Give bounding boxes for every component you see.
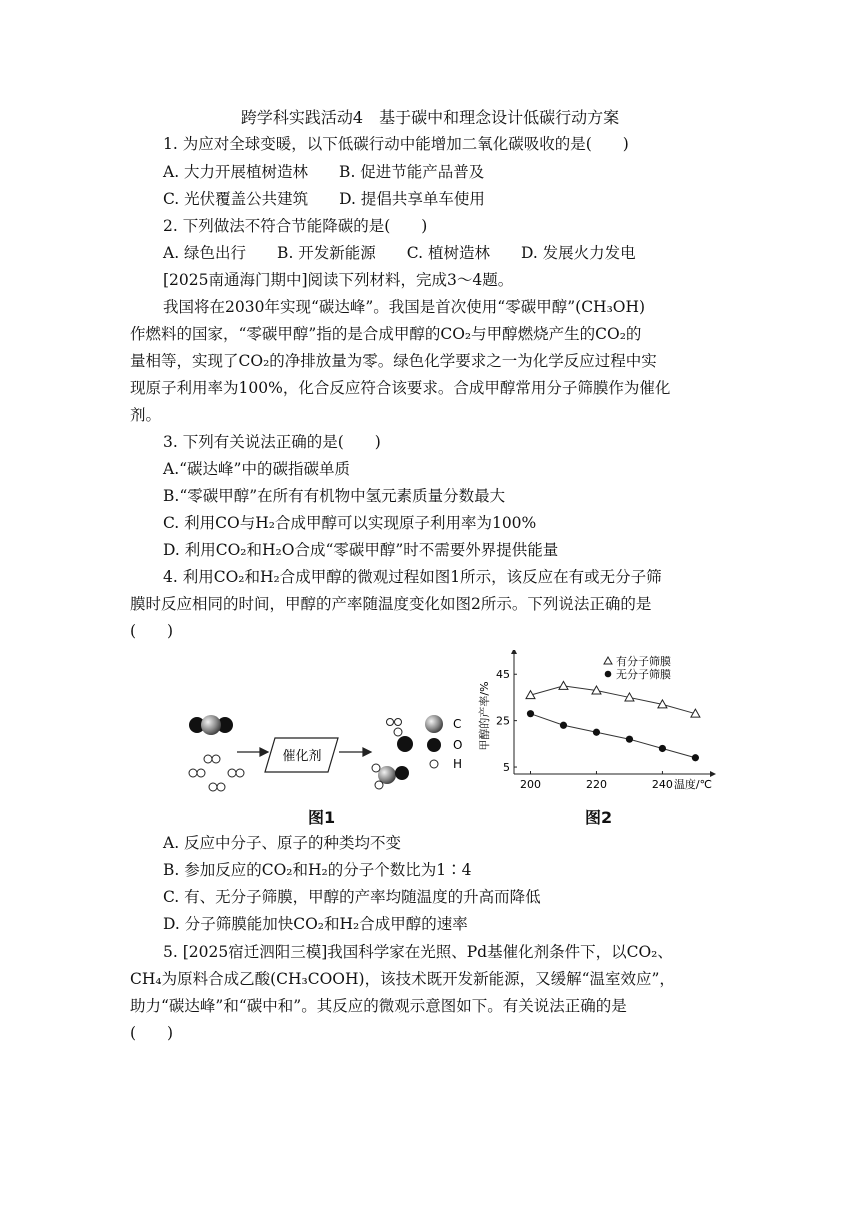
h2-molecules-icon bbox=[189, 755, 244, 791]
co2-molecule-icon bbox=[189, 715, 233, 735]
y-axis-label: 甲醇的产率/% bbox=[478, 681, 491, 751]
series-line-0 bbox=[530, 686, 695, 714]
x-tick-label: 220 bbox=[585, 778, 607, 791]
q2-stem: 2. 下列做法不符合节能降碳的是( ) bbox=[163, 217, 428, 235]
q4-stem-line-1: 4. 利用CO₂和H₂合成甲醇的微观过程如图1所示，该反应在有或无分子筛 bbox=[163, 568, 662, 586]
q5-stem-line-3: 助力“碳达峰”和“碳中和”。其反应的微观示意图如下。有关说法正确的是 bbox=[130, 997, 627, 1015]
x-tick-label: 200 bbox=[519, 778, 541, 791]
carbon-atom-icon bbox=[425, 715, 443, 733]
figure-2-chart bbox=[476, 650, 722, 800]
q2-options: A. 绿色出行 B. 开发新能源 C. 植树造林 D. 发展火力发电 bbox=[163, 244, 636, 262]
q4-option-b: B. 参加反应的CO₂和H₂的分子个数比为1∶4 bbox=[163, 861, 472, 879]
q4-option-a: A. 反应中分子、原子的种类均不变 bbox=[163, 834, 402, 852]
catalyst-label: 催化剂 bbox=[282, 749, 322, 764]
q3-option-c: C. 利用CO与H₂合成甲醇可以实现原子利用率为100% bbox=[163, 514, 537, 532]
legend-o: O bbox=[453, 738, 463, 752]
passage-line-2: 作燃料的国家，“零碳甲醇”指的是合成甲醇的CO₂与甲醇燃烧产生的CO₂的 bbox=[130, 325, 642, 343]
q1-options-ab: A. 大力开展植树造林 B. 促进节能产品普及 bbox=[163, 163, 485, 181]
legend-atoms bbox=[425, 715, 443, 768]
q5-stem-line-2: CH₄为原料合成乙酸(CH₃COOH)，该技术既开发新能源，又缓解“温室效应”， bbox=[130, 970, 675, 988]
x-axis-label: 温度/℃ bbox=[673, 778, 712, 791]
q3-option-d: D. 利用CO₂和H₂O合成“零碳甲醇”时不需要外界提供能量 bbox=[163, 541, 559, 559]
page-title: 跨学科实践活动4 基于碳中和理念设计低碳行动方案 bbox=[240, 108, 620, 127]
q5-stem-line-1: 5. [2025宿迁泗阳三模]我国科学家在光照、Pd基催化剂条件下，以CO₂、 bbox=[163, 943, 673, 961]
data-point-circle bbox=[560, 722, 567, 729]
passage-line-5: 剂。 bbox=[130, 406, 162, 424]
q4-option-c: C. 有、无分子筛膜，甲醇的产率均随温度的升高而降低 bbox=[163, 888, 541, 906]
data-point-circle bbox=[692, 754, 699, 761]
methanol-molecule-icon bbox=[372, 728, 413, 789]
data-point-circle bbox=[593, 729, 600, 736]
legend-label: 有分子筛膜 bbox=[616, 655, 671, 668]
q4-stem-line-2: 膜时反应相同的时间，甲醇的产率随温度变化如图2所示。下列说法正确的是 bbox=[130, 595, 652, 613]
q1-options-cd: C. 光伏覆盖公共建筑 D. 提倡共享单车使用 bbox=[163, 190, 485, 208]
legend-h: H bbox=[453, 757, 463, 771]
oxygen-atom-icon bbox=[427, 738, 441, 752]
data-point-circle bbox=[659, 745, 666, 752]
x-axis-arrow-icon bbox=[710, 771, 716, 777]
q4-option-d: D. 分子筛膜能加快CO₂和H₂合成甲醇的速率 bbox=[163, 915, 468, 933]
y-tick-label: 45 bbox=[496, 668, 510, 682]
source-note: [2025南通海门期中]阅读下列材料，完成3～4题。 bbox=[163, 271, 514, 289]
data-point-circle bbox=[527, 710, 534, 717]
passage-line-1: 我国将在2030年实现“碳达峰”。我国是首次使用“零碳甲醇”(CH₃OH) bbox=[163, 298, 646, 316]
legend-circle-icon bbox=[605, 671, 612, 678]
q3-stem: 3. 下列有关说法正确的是( ) bbox=[163, 433, 381, 451]
x-tick-label: 240 bbox=[651, 778, 673, 791]
series-line-1 bbox=[530, 714, 695, 758]
water-molecule-icon bbox=[387, 719, 402, 726]
data-point-triangle bbox=[559, 681, 568, 689]
legend-c: C bbox=[453, 717, 462, 731]
q3-option-b: B.“零碳甲醇”在所有有机物中氢元素质量分数最大 bbox=[163, 487, 506, 505]
q1-stem: 1. 为应对全球变暖，以下低碳行动中能增加二氧化碳吸收的是( ) bbox=[163, 135, 629, 153]
passage-line-4: 现原子利用率为100%，化合反应符合该要求。合成甲醇常用分子筛膜作为催化 bbox=[130, 379, 671, 397]
figure-1-caption: 图1 bbox=[308, 808, 336, 827]
q3-option-a: A.“碳达峰”中的碳指碳单质 bbox=[163, 460, 350, 478]
q4-stem-line-3: ( ) bbox=[130, 622, 174, 640]
legend-label: 无分子筛膜 bbox=[616, 668, 671, 681]
y-tick-label: 25 bbox=[496, 714, 510, 728]
figure-2-caption: 图2 bbox=[585, 808, 613, 827]
passage-line-3: 量相等，实现了CO₂的净排放量为零。绿色化学要求之一为化学反应过程中实 bbox=[130, 352, 657, 370]
hydrogen-atom-icon bbox=[430, 760, 438, 768]
legend-triangle-icon bbox=[604, 657, 612, 664]
figure-1-diagram bbox=[180, 700, 480, 800]
y-axis-arrow-icon bbox=[511, 650, 517, 654]
y-tick-label: 5 bbox=[503, 761, 510, 775]
data-point-circle bbox=[626, 736, 633, 743]
q5-stem-line-4: ( ) bbox=[130, 1024, 174, 1042]
